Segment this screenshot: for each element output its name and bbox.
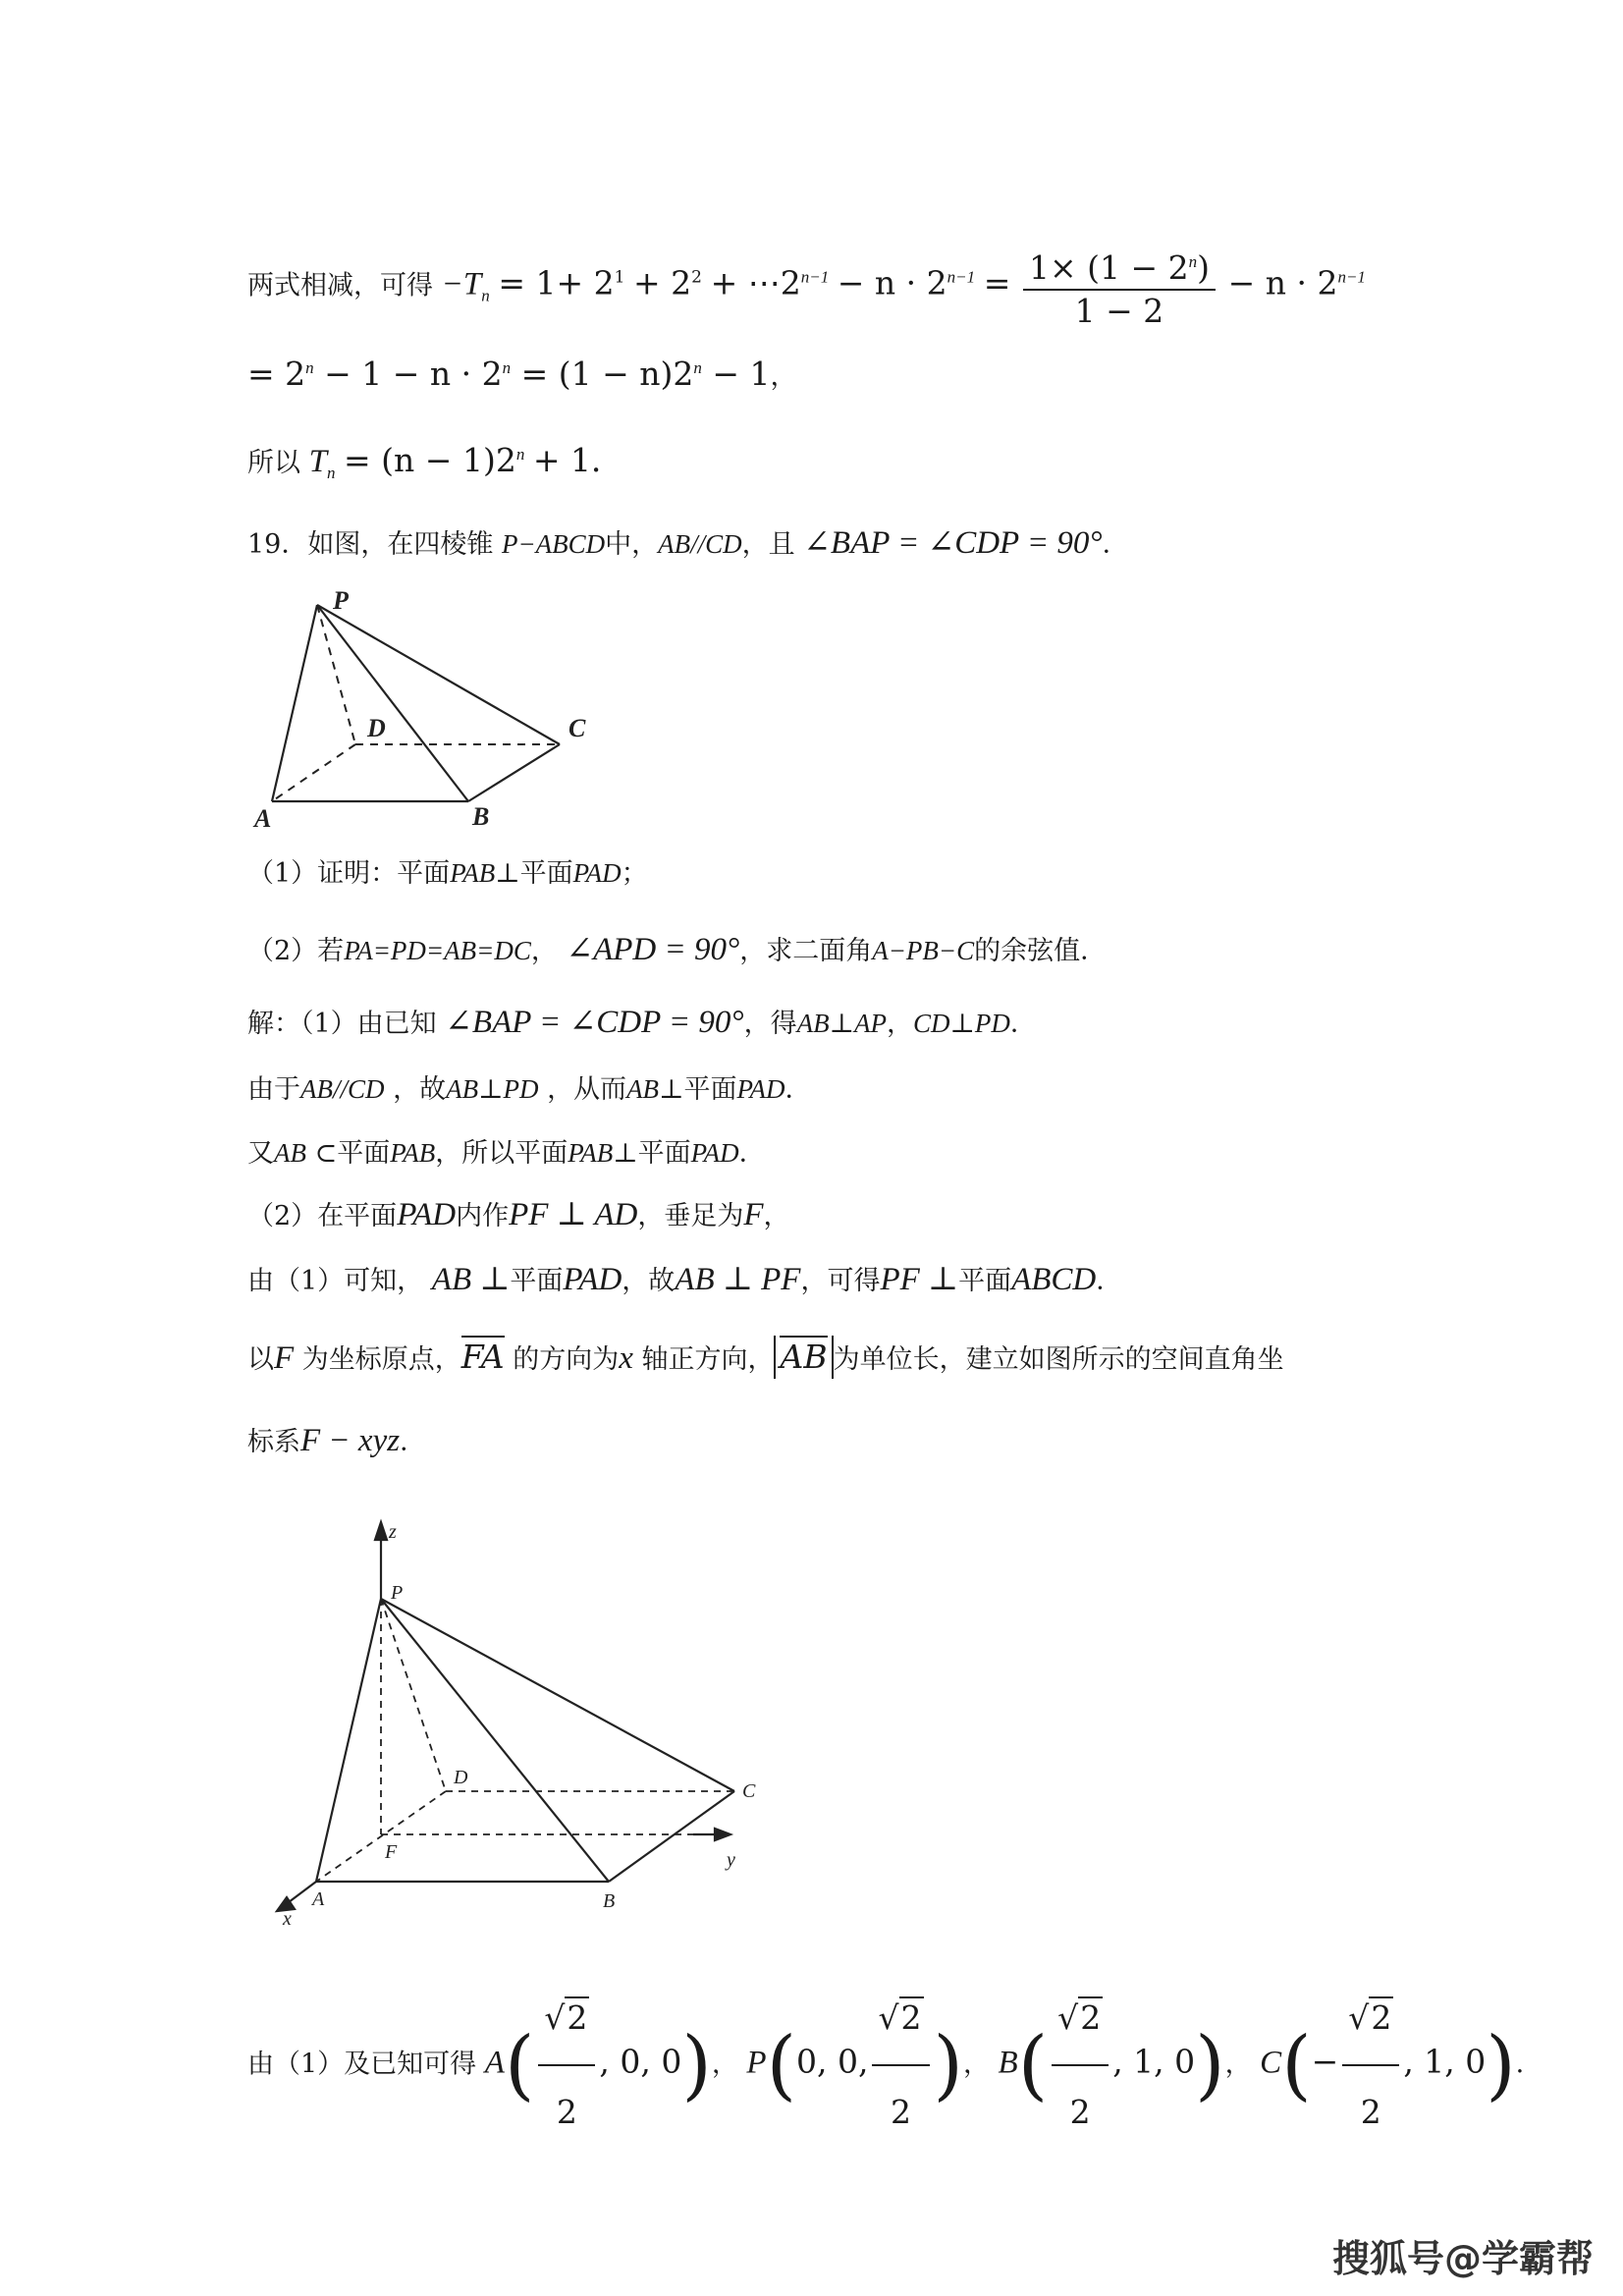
fig1-label-B: B [472,802,490,831]
derivation-result: 所以 $T_n = (n - 1)2^n + 1$． [247,441,624,482]
solution-line-1: 解：（1）由已知 ∠BAP = ∠CDP = 90°，得AB⊥AP，CD⊥PD． [247,1005,1037,1040]
abs-vector-AB: AB [774,1336,833,1379]
fig2-label-z: z [389,1521,397,1543]
solution-line-3: 又AB ⊂平面PAB，所以平面PAB⊥平面PAD． [247,1138,766,1169]
solution-line-5: 由（1）可知， AB ⊥平面PAD，故AB ⊥ PF，可得PF ⊥平面ABCD． [247,1262,1123,1297]
solution-line-7: 标系F − xyz． [247,1423,427,1458]
coordinates-line: 由（1）及已知可得 A( $\frac{√2}{2}$ , 0, 0)， P(0, 0, $\frac{√2}{2}$ )， B( $\frac{√2}{2}$ , 1, 0)， C(− $\frac{√2}{2}$ , 1, 0)． [247,1974,1542,2157]
line1-prefix: 两式相减，可得 [247,270,433,301]
question-part-1: （1）证明：平面PAB⊥平面PAD； [247,858,648,889]
coord-C-x: $\frac{√2}{2}$ [1342,1974,1399,2157]
vector-FA: FA [460,1338,505,1376]
pyramid-figure-1 [250,589,604,845]
fig2-label-A: A [312,1888,325,1910]
solution-line-2: 由于AB//CD ，故AB⊥PD ，从而AB⊥平面PAD． [247,1074,812,1105]
fig1-label-C: C [568,714,586,742]
derivation-line-1: 两式相减，可得 $-T_n = 1+ 2^1 + 2^2$ + $\cdots 2^{n-1} - n \cdot 2^{n-1}$ = $\frac{1\times (1 - 2^n)}{1 - 2}$ − $n \cdot 2^{n-1}$ [247,244,1366,330]
fraction-sum: $\frac{1\times (1 - 2^n)}{1 - 2}$ [1023,244,1216,330]
fig2-label-D: D [454,1767,468,1788]
fig2-label-B: B [603,1890,616,1912]
fig1-label-P: P [333,589,349,615]
fig2-label-x: x [283,1908,292,1930]
coord-B-x: $\frac{√2}{2}$ [1052,1974,1109,2157]
derivation-line-2: = $2^n - 1 - n \cdot 2^n = (1 - n)2^n - 1$， [247,355,797,393]
question-19: 19．如图，在四棱锥 P−ABCD中，AB//CD，且 ∠BAP = ∠CDP = 90°． [247,525,1129,561]
fig2-label-F: F [385,1841,398,1863]
fig2-label-y: y [727,1849,735,1871]
solution-line-4: （2）在平面PAD内作PF ⊥ AD，垂足为F， [247,1197,790,1232]
coord-P-z: $\frac{√2}{2}$ [872,1974,929,2157]
coord-A-x: $\frac{√2}{2}$ [538,1974,595,2157]
fig2-label-P: P [391,1582,404,1604]
fig1-label-D: D [367,714,386,742]
coordinate-figure-2 [265,1512,776,1935]
fig1-label-A: A [254,804,272,833]
question-part-2: （2）若PA=PD=AB=DC， ∠APD = 90°，求二面角A−PB−C的余弦值． [247,932,1108,967]
watermark: 搜狐号@学霸帮 [1331,2237,1594,2280]
solution-line-6: 以F 为坐标原点，FA 的方向为x 轴正方向， AB 为单位长，建立如图所示的空间直角坐 [247,1336,1284,1379]
fig2-label-C: C [742,1780,756,1802]
